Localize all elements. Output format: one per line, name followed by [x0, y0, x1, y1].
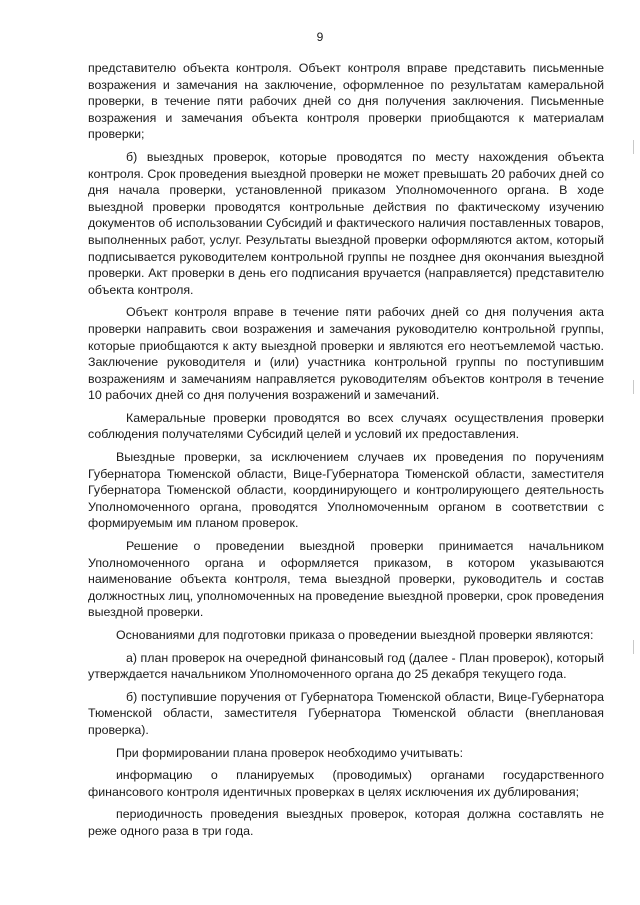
paragraph-field-checks: б) выездных проверок, которые проводятся по месту нахождения объекта контроля. Срок проведения выездной проверки не может превышать 20 рабочих дней со дня начала проверки, установленной приказом Уполномоченного органа. В ходе выездной проверки проводятся контрольные действия по фактическому изучению документов об использовании Субсидий и фактического наличия поставленных товаров, выполненных работ, услуг. Результаты выездной проверки оформляются актом, который подписывается руководителем контрольной группы не позднее дня окончания выездной проверки. Акт проверки в день его подписания вручается (направляется) представителю объекта контроля.	[88, 149, 604, 297]
paragraph-ground-b: б) поступившие поручения от Губернатора Тюменской области, Вице-Губернатора Тюменской области, заместителя Губернатора Тюменской области (внеплановая проверка).	[88, 689, 604, 737]
paragraph-field-check-objections: Объект контроля вправе в течение пяти рабочих дней со дня получения акта проверки направить свои возражения и замечания руководителю контрольной группы, которые приобщаются к акту выездной проверки и являются его неотъемлемой частью. Заключение руководителя и (или) участника контрольной группы по поступившим возражениям и замечаниям направляется руководителям объектов контроля в течение 10 рабочих дней со дня получения возражений и замечаний.	[88, 305, 604, 403]
paragraph-consideration-periodicity: периодичность проведения выездных проверок, которая должна составлять не реже одного раза в три года.	[88, 807, 604, 838]
paragraph-ground-a: а) план проверок на очередной финансовый год (далее - План проверок), который утверждается начальником Уполномоченного органа до 25 декабря текущего года.	[88, 650, 604, 682]
document-body	[88, 60, 604, 846]
scan-margin-mark	[633, 140, 634, 154]
page-number: 9	[316, 30, 324, 44]
scan-margin-mark	[633, 380, 634, 394]
paragraph-field-check-decision: Решение о проведении выездной проверки принимается начальником Уполномоченного органа и оформляется приказом, в котором указываются наименование объекта контроля, тема выездной проверки, руководитель и состав должностных лиц, уполномоченных на проведение выездной проверки, срок проведения выездной проверки.	[88, 539, 604, 620]
paragraph-camera-check-objections: представителю объекта контроля. Объект контроля вправе представить письменные возражения и замечания на заключение, оформленное по результатам камеральной проверки, в течение пяти рабочих дней со дня получения заключения. Письменные возражения и замечания объекта контроля проверки приобщаются к материалам проверки;	[88, 61, 604, 142]
paragraph-order-grounds: Основаниями для подготовки приказа о проведении выездной проверки являются:	[116, 628, 594, 642]
paragraph-camera-checks-cases: Камеральные проверки проводятся во всех случаях осуществления проверки соблюдения получателями Субсидий целей и условий их предоставления.	[88, 410, 604, 442]
paragraph-consideration-info: информацию о планируемых (проводимых) органами государственного финансового контроля идентичных проверках в целях исключения их дублирования;	[88, 768, 604, 799]
paragraph-plan-considerations: При формировании плана проверок необходимо учитывать:	[116, 745, 464, 760]
paragraph-field-checks-plan: Выездные проверки, за исключением случаев их проведения по поручениям Губернатора Тюменской области, Вице-Губернатора Тюменской области, заместителя Губернатора Тюменской области, координирующего и контролирующего деятельность Уполномоченного органа, проводятся Уполномоченным органом в соответствии с формируемым им планом проверок.	[88, 450, 604, 531]
scan-margin-mark	[633, 640, 634, 654]
